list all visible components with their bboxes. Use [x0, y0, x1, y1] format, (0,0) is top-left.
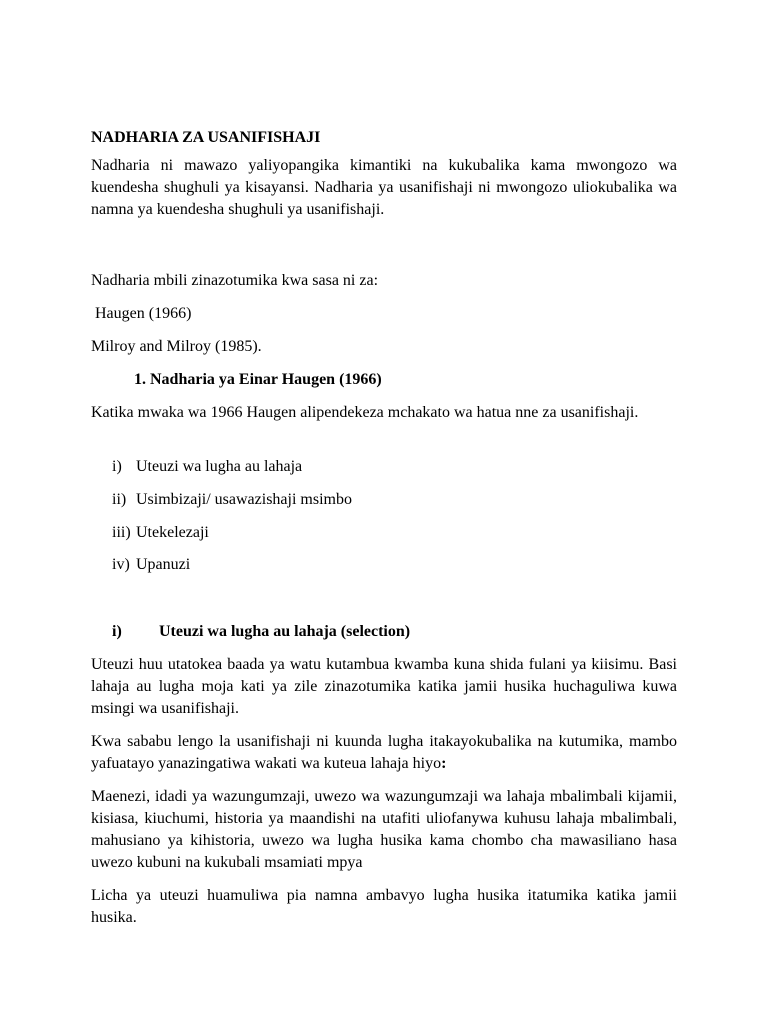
theory-milroy: Milroy and Milroy (1985).: [91, 338, 262, 355]
section-1-title: Nadharia ya Einar Haugen (1966): [150, 371, 382, 388]
list-marker: iii): [112, 524, 131, 541]
paragraph-criteria-text: Kwa sababu lengo la usanifishaji ni kuunda lugha itakayokubalika na kutumika, mambo yafuatayo yanazingatiwa wakati wa kuteua lahaja hiyo: [91, 733, 677, 772]
section-1-number: 1.: [134, 371, 146, 388]
list-item-label: Utekelezaji: [136, 524, 209, 541]
list-item: [112, 522, 209, 544]
section-1-paragraph: Katika mwaka wa 1966 Haugen alipendekeza mchakato wa hatua nne za usanifishaji.: [91, 404, 639, 421]
document-title: NADHARIA ZA USANIFISHAJI: [91, 129, 321, 146]
subsection-title: Uteuzi wa lugha au lahaja (selection): [159, 623, 411, 640]
subsection-heading: [112, 621, 410, 643]
paragraph-usage: Licha ya uteuzi huamuliwa pia namna ambavyo lugha husika itatumika katika jamii husika.: [91, 887, 677, 926]
section-1-heading: [134, 369, 382, 391]
list-item: [112, 489, 352, 511]
list-marker: i): [112, 458, 122, 475]
list-item-label: Usimbizaji/ usawazishaji msimbo: [136, 491, 352, 508]
intro-paragraph: Nadharia ni mawazo yaliyopangika kimantiki na kukubalika kama mwongozo wa kuendesha shughuli ya kisayansi. Nadharia ya usanifishaji ni mwongozo uliokubalika wa namna ya kuendesha shughuli ya usanifishaji.: [91, 157, 677, 218]
paragraph-factors: Maenezi, idadi ya wazungumzaji, uwezo wa wazungumzaji wa lahaja mbalimbali kijamii, kisiasa, kiuchumi, historia ya maandishi na utafiti uliofanywa kuhusu lahaja mbalimbali, mahusiano ya kihistoria, uwezo wa lugha husika kama chombo cha mawasiliano hasa uwezo kubuni na kukubali msamiati mpya: [91, 788, 677, 871]
paragraph-criteria-colon: :: [441, 755, 447, 772]
list-marker: iv): [112, 556, 130, 573]
paragraph-criteria: [91, 731, 677, 775]
list-item-label: Uteuzi wa lugha au lahaja: [136, 458, 303, 475]
list-item: [112, 456, 302, 478]
list-marker: ii): [112, 491, 127, 508]
list-item-label: Upanuzi: [136, 556, 191, 573]
subsection-marker: i): [112, 623, 122, 640]
paragraph-selection: Uteuzi huu utatokea baada ya watu kutambua kwamba kuna shida fulani ya kiisimu. Basi lahaja au lugha moja kati ya zile zinazotumika katika jamii husika huchaguliwa kuwa msingi wa usanifishaji.: [91, 656, 677, 717]
theory-haugen: Haugen (1966): [91, 305, 192, 322]
list-item: [112, 554, 190, 576]
theories-intro: Nadharia mbili zinazotumika kwa sasa ni za:: [91, 272, 379, 289]
